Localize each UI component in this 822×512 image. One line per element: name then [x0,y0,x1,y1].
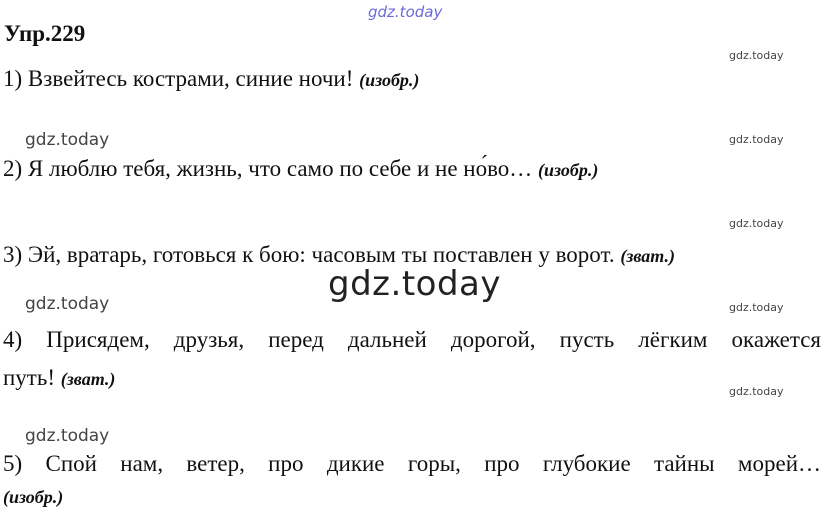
sentence-text: Спой нам, ветер, про дикие горы, про глубокие тайны морей… [45,451,822,476]
watermark-small: gdz.today [729,385,784,398]
sentence-note: (изобр.) [3,487,64,507]
watermark-top: gdz.today [368,3,443,21]
sentence-number: 5) [3,451,23,476]
sentence-4-line-1 [3,325,821,355]
sentence-text: Эй, вратарь, готовься к бою: часовым ты поставлен у ворот. [27,242,615,267]
exercise-title: Упр.229 [4,21,86,46]
sentence-text: Присядем, друзья, перед дальней дорогой, пусть лёгким окажется [46,327,822,352]
sentence-text: Я люблю тебя, жизнь, что само по себе и не но́во… [27,156,533,181]
sentence-note: (зват.) [60,369,116,389]
sentence-number: 1) [3,66,23,91]
sentence-number: 2) [3,156,23,181]
watermark-mid: gdz.today [25,130,110,150]
sentence-5-line-1 [3,449,821,479]
sentence-number: 3) [3,242,23,267]
watermark-mid: gdz.today [25,426,110,446]
watermark-small: gdz.today [729,133,784,146]
sentence-note: (изобр.) [359,70,420,90]
watermark-mid: gdz.today [25,294,110,314]
sentence-1 [3,64,419,95]
sentence-number: 4) [3,327,23,352]
sentence-note: (изобр.) [538,160,599,180]
sentence-3 [3,240,675,271]
sentence-text: Взвейтесь кострами, синие ночи! [27,66,354,91]
watermark-small: gdz.today [729,217,784,230]
watermark-small: gdz.today [729,49,784,62]
sentence-4-line-2 [3,363,115,394]
sentence-text: путь! [3,365,56,390]
sentence-note: (зват.) [620,246,675,266]
sentence-5-line-2 [3,481,63,512]
watermark-small: gdz.today [729,301,784,314]
watermark-big: gdz.today [328,264,501,304]
sentence-2 [3,154,598,185]
